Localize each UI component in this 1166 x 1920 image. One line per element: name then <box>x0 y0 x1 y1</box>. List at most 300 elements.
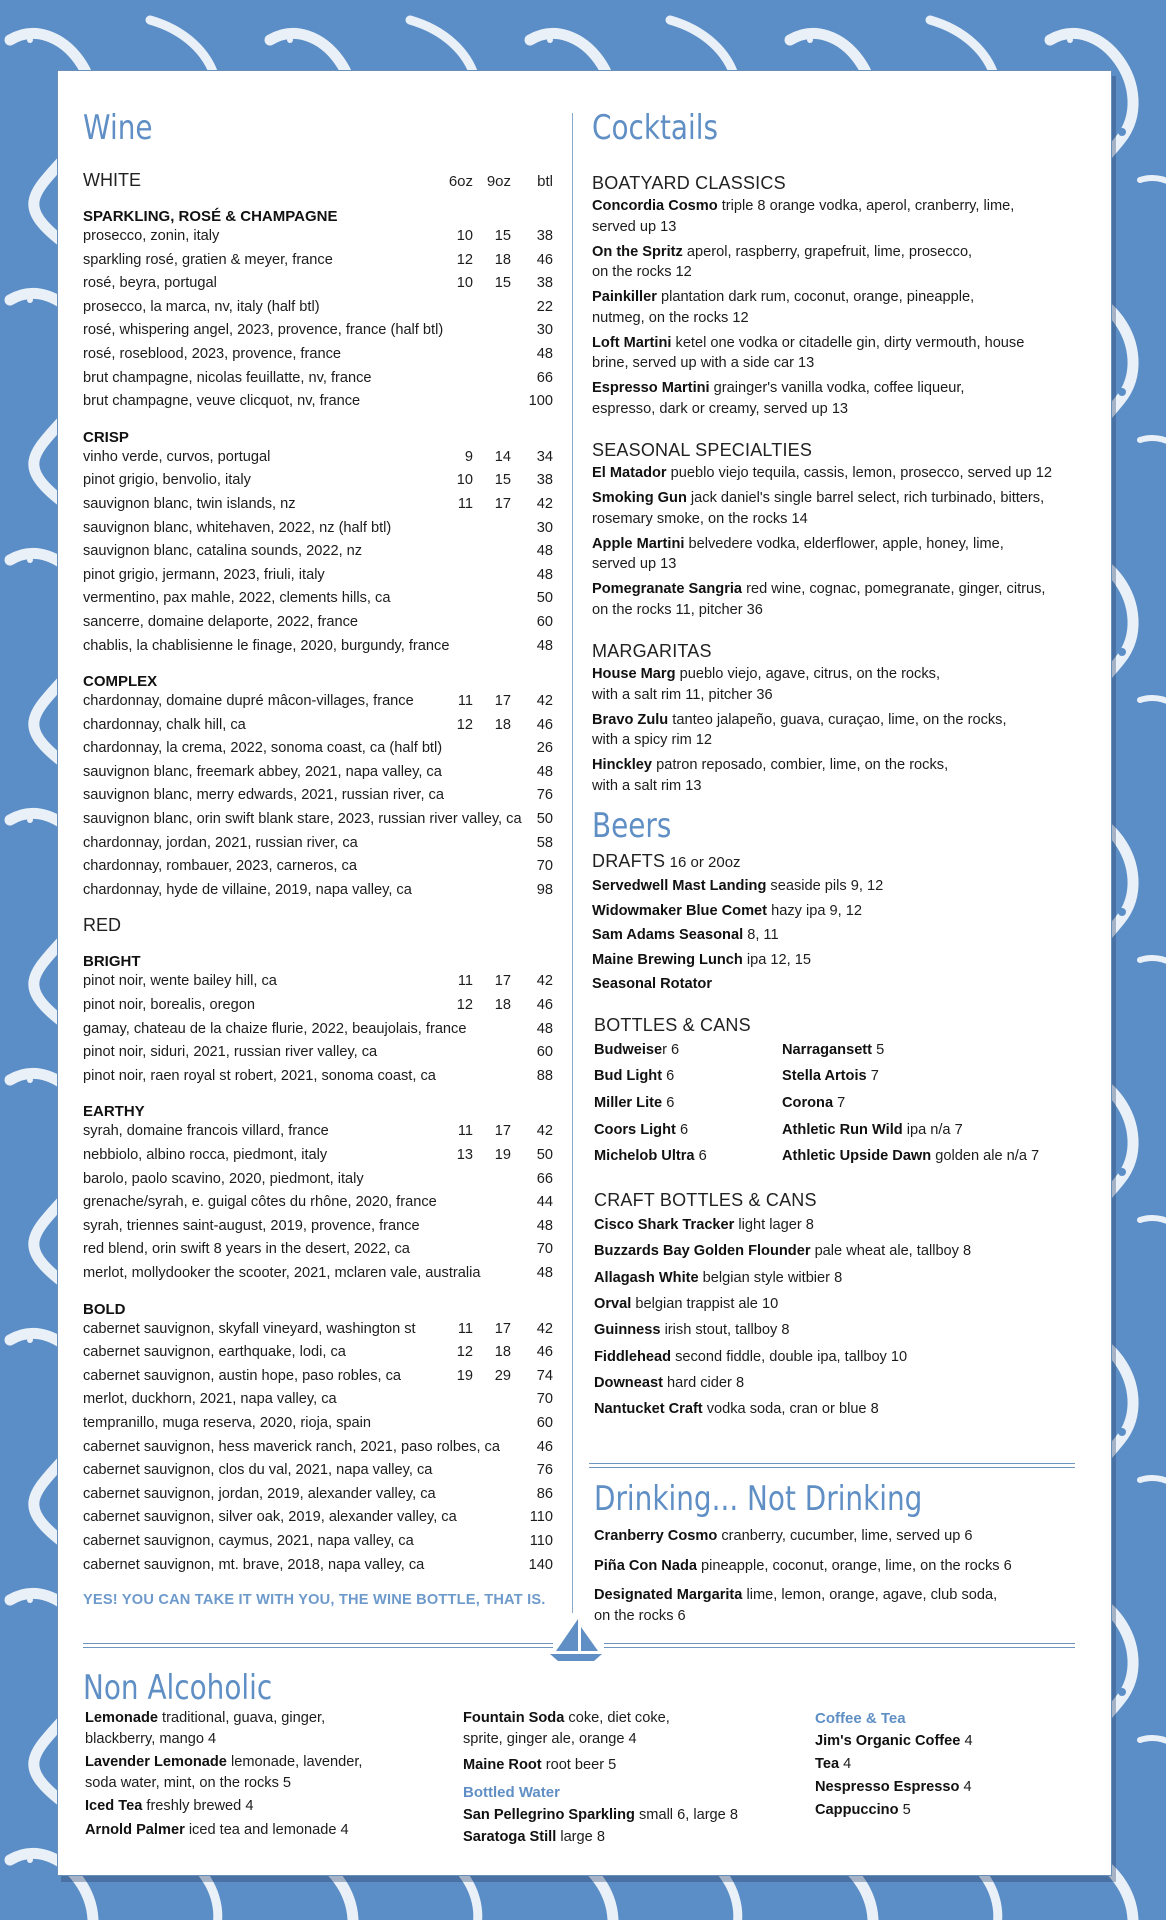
wine-name: rosé, roseblood, 2023, provence, france <box>83 345 341 362</box>
wine-name: vinho verde, curvos, portugal <box>83 448 271 465</box>
price-bottle: 42 <box>536 1123 553 1140</box>
item-name: Apple Martini <box>592 535 685 552</box>
wine-item <box>83 567 553 591</box>
cocktail-sections <box>592 170 1092 796</box>
white-categories <box>83 205 553 905</box>
wine-item <box>83 811 553 835</box>
cocktail-group <box>592 437 1092 620</box>
wine-item <box>83 1241 553 1265</box>
item-description: 6 <box>666 1068 675 1085</box>
item-description: lime, lemon, orange, agave, club soda, <box>746 1587 998 1603</box>
drafts-list <box>592 874 1092 997</box>
price-9oz: 15 <box>494 228 511 244</box>
item-description: tanteo jalapeño, guava, curaçao, lime, on the rocks, <box>672 711 1007 728</box>
item-description: 7 <box>870 1068 879 1085</box>
item-name: Downeast <box>594 1374 663 1391</box>
price-bottle: 38 <box>536 472 553 489</box>
price-bottle: 48 <box>536 345 553 362</box>
item-name: Athletic Upside Dawn <box>782 1148 932 1165</box>
wine-name: grenache/syrah, e. guigal côtes du rhône, 2020, france <box>83 1194 437 1211</box>
craft-item <box>594 1291 1092 1317</box>
bottled-water-list <box>463 1804 793 1849</box>
item-description: 6 <box>698 1148 707 1165</box>
price-6oz: 10 <box>456 275 473 292</box>
wine-name: sauvignon blanc, catalina sounds, 2022, nz <box>83 543 363 560</box>
price-9oz: 15 <box>494 472 511 489</box>
craft-item <box>594 1396 1092 1422</box>
wine-item <box>83 299 553 323</box>
wine-item <box>83 1194 553 1218</box>
item-description: r 6 <box>662 1041 680 1058</box>
item-name: Cranberry Cosmo <box>594 1528 718 1544</box>
price-bottle: 70 <box>536 858 553 875</box>
price-9oz: 17 <box>494 1123 511 1140</box>
price-6oz: 11 <box>457 973 473 990</box>
item-description: 7 <box>837 1094 846 1111</box>
wine-name: pinot grigio, jermann, 2023, friuli, italy <box>83 566 325 583</box>
price-bottle: 48 <box>536 1020 554 1037</box>
wine-category-label: CRISP <box>83 428 129 446</box>
item-name: San Pellegrino Sparkling <box>463 1806 635 1823</box>
wine-name: syrah, triennes saint-august, 2019, provence, france <box>83 1217 420 1234</box>
item-name: Michelob Ultra <box>594 1148 695 1165</box>
price-9oz: 17 <box>494 1320 511 1337</box>
item-description: 4 <box>843 1756 852 1772</box>
item-description: aperol, raspberry, grapefruit, lime, prosecco, <box>686 243 973 260</box>
wine-item <box>83 1557 553 1581</box>
item-description-cont: served up 13 <box>592 556 677 572</box>
price-bottle: 48 <box>536 637 553 654</box>
wine-name: sauvignon blanc, freemark abbey, 2021, napa valley, ca <box>83 763 442 780</box>
price-6oz: 12 <box>456 1344 473 1361</box>
coffee-tea-item <box>815 1799 1095 1822</box>
wine-category-label: EARTHY <box>83 1103 145 1121</box>
item-description: plantation dark rum, coconut, orange, pineapple, <box>660 289 975 305</box>
price-bottle: 98 <box>536 881 553 898</box>
craft-item <box>594 1344 1092 1370</box>
price-9oz: 18 <box>494 251 511 268</box>
item-description: light lager 8 <box>738 1217 814 1234</box>
price-6oz: 13 <box>456 1147 473 1163</box>
item-description-cont: espresso, dark or creamy, served up 13 <box>592 400 849 417</box>
craft-item <box>594 1370 1092 1396</box>
item-name: Orval <box>594 1295 632 1312</box>
wine-item <box>83 1218 553 1242</box>
price-bottle: 60 <box>536 613 553 630</box>
bottled-water-item <box>463 1804 793 1827</box>
item-description-cont: blackberry, mango 4 <box>85 1730 217 1747</box>
price-9oz: 18 <box>494 997 511 1014</box>
price-bottle: 46 <box>536 251 553 268</box>
price-bottle: 86 <box>536 1485 553 1502</box>
bottom-divider-right <box>604 1643 1075 1648</box>
price-9oz: 19 <box>494 1147 511 1163</box>
bottles-left-column <box>594 1037 782 1171</box>
cocktails-title: Cocktails <box>592 108 719 148</box>
item-description: belgian trappist ale 10 <box>635 1295 779 1312</box>
bottom-divider-left <box>83 1643 553 1648</box>
price-bottle: 70 <box>536 1391 553 1408</box>
item-description: seaside pils 9, 12 <box>770 878 884 894</box>
item-name: Coors Light <box>594 1121 676 1138</box>
price-6oz: 10 <box>456 228 473 244</box>
wine-item <box>83 1509 553 1533</box>
price-bottle: 26 <box>536 740 553 757</box>
wine-item <box>83 1147 553 1171</box>
wine-name: chardonnay, domaine dupré mâcon-villages, france <box>83 693 414 710</box>
cocktail-group-label: MARGARITAS <box>592 641 712 661</box>
item-name: Nantucket Craft <box>594 1401 703 1418</box>
item-description-cont: soda water, mint, on the rocks 5 <box>85 1774 292 1791</box>
price-bottle: 48 <box>536 1264 553 1281</box>
cocktail-group <box>592 170 1092 419</box>
soda-list <box>463 1708 793 1776</box>
cocktail-item <box>592 488 1092 529</box>
price-bottle: 140 <box>528 1556 553 1573</box>
non-alcoholic-title: Non Alcoholic <box>83 1668 273 1708</box>
wine-name: chardonnay, jordan, 2021, russian river, ca <box>83 834 358 851</box>
item-description: 5 <box>876 1041 885 1058</box>
cocktail-item <box>592 463 1092 484</box>
wine-item <box>83 543 553 567</box>
bottle-item <box>782 1063 1039 1090</box>
item-name: Seasonal Rotator <box>592 976 713 992</box>
price-bottle: 38 <box>536 275 553 292</box>
item-description-cont: on the rocks 6 <box>594 1607 686 1624</box>
item-description: 6 <box>666 1094 675 1111</box>
item-name: Guinness <box>594 1322 661 1339</box>
craft-list <box>592 1212 1092 1422</box>
wine-item <box>83 1344 553 1368</box>
sailboat-icon <box>548 1617 604 1665</box>
non-alcoholic-item <box>85 1752 415 1793</box>
item-name: Miller Lite <box>594 1094 663 1111</box>
wine-name: sauvignon blanc, orin swift blank stare, 2023, russian river valley, ca <box>83 811 522 828</box>
item-description: belvedere vodka, elderflower, apple, honey, lime, <box>688 535 1004 552</box>
price-bottle: 48 <box>536 763 553 780</box>
col-6oz: 6oz <box>448 173 473 190</box>
coffee-tea-label: Coffee & Tea <box>815 1710 906 1727</box>
price-bottle: 66 <box>536 1170 553 1187</box>
item-description-cont: with a salt rim 11, pitcher 36 <box>592 686 773 703</box>
item-name: Espresso Martini <box>592 380 710 396</box>
item-name: Athletic Run Wild <box>782 1121 903 1138</box>
item-description-cont: brine, served up with a side car 13 <box>592 355 815 371</box>
price-bottle: 46 <box>536 1344 553 1361</box>
item-description-cont: on the rocks 12 <box>592 264 692 280</box>
price-9oz: 17 <box>494 973 511 990</box>
coffee-tea-list <box>815 1730 1095 1822</box>
item-description: ketel one vodka or citadelle gin, dirty vermouth, house <box>675 334 1025 351</box>
drafts-note: 16 or 20oz <box>669 854 741 871</box>
item-description-cont: with a salt rim 13 <box>592 777 702 794</box>
wine-item <box>83 322 553 346</box>
price-bottle: 48 <box>536 543 553 560</box>
item-description-cont: rosemary smoke, on the rocks 14 <box>592 510 808 527</box>
wine-name: sauvignon blanc, twin islands, nz <box>83 495 296 512</box>
wine-item <box>83 1415 553 1439</box>
wine-item <box>83 764 553 788</box>
wine-item <box>83 252 553 276</box>
drinking-items <box>594 1526 1094 1626</box>
price-6oz: 19 <box>456 1367 473 1384</box>
wine-item <box>83 1439 553 1463</box>
wine-item <box>83 1068 553 1092</box>
non-alcoholic-item <box>85 1708 415 1749</box>
item-name: Arnold Palmer <box>85 1821 185 1838</box>
cocktail-item <box>592 534 1092 575</box>
item-name: Saratoga Still <box>463 1829 557 1845</box>
wine-item <box>83 393 553 417</box>
craft-item <box>594 1317 1092 1343</box>
wine-name: cabernet sauvignon, silver oak, 2019, alexander valley, ca <box>83 1509 457 1526</box>
item-name: Cisco Shark Tracker <box>594 1217 735 1234</box>
wine-item <box>83 275 553 299</box>
item-name: Nespresso Espresso <box>815 1779 960 1795</box>
item-description: pineapple, coconut, orange, lime, on the rocks 6 <box>701 1557 1012 1574</box>
cocktail-item <box>592 579 1092 620</box>
wine-item <box>83 693 553 717</box>
wine-item <box>83 1321 553 1345</box>
item-description: patron reposado, combier, lime, on the rocks, <box>656 757 949 773</box>
item-description: large 8 <box>560 1829 605 1845</box>
wine-item <box>83 1368 553 1392</box>
item-name: Narragansett <box>782 1041 873 1058</box>
white-label: WHITE <box>83 170 141 190</box>
wine-item <box>83 787 553 811</box>
price-bottle: 42 <box>536 973 553 990</box>
wine-name: merlot, duckhorn, 2021, napa valley, ca <box>83 1391 337 1408</box>
bottles-label: BOTTLES & CANS <box>594 1014 751 1035</box>
item-description: 5 <box>902 1802 911 1818</box>
bottle-item <box>594 1117 782 1144</box>
price-6oz: 12 <box>456 997 473 1014</box>
coffee-tea-item <box>815 1730 1095 1753</box>
item-description: iced tea and lemonade 4 <box>188 1821 349 1838</box>
red-label: RED <box>83 915 122 936</box>
item-description: irish stout, tallboy 8 <box>664 1322 790 1339</box>
cocktail-group-label: SEASONAL SPECIALTIES <box>592 440 813 460</box>
bottle-item <box>594 1063 782 1090</box>
wine-name: brut champagne, nicolas feuillatte, nv, france <box>83 369 372 386</box>
price-9oz: 29 <box>494 1367 511 1384</box>
cocktail-item <box>592 710 1092 751</box>
wine-category-label: BOLD <box>83 1300 126 1318</box>
price-bottle: 44 <box>536 1194 553 1211</box>
price-bottle: 42 <box>536 495 553 512</box>
wine-name: cabernet sauvignon, hess maverick ranch, 2021, paso rolbes, ca <box>83 1438 500 1455</box>
bottle-item <box>782 1143 1039 1170</box>
coffee-tea-item <box>815 1776 1095 1799</box>
wine-item <box>83 370 553 394</box>
item-description: ipa 12, 15 <box>746 951 811 968</box>
draft-item <box>592 874 1092 899</box>
wine-name: tempranillo, muga reserva, 2020, rioja, spain <box>83 1414 371 1431</box>
item-description: jack daniel's single barrel select, rich turbinado, bitters, <box>690 490 1045 506</box>
price-bottle: 42 <box>536 1320 553 1337</box>
price-6oz: 11 <box>457 1320 473 1337</box>
price-9oz: 18 <box>494 716 511 733</box>
cocktail-group <box>592 638 1092 796</box>
bottled-water-label: Bottled Water <box>463 1783 560 1801</box>
item-description: 8, 11 <box>747 927 779 943</box>
craft-item <box>594 1212 1092 1238</box>
wine-name: sauvignon blanc, merry edwards, 2021, russian river, ca <box>83 787 444 804</box>
item-name: Jim's Organic Coffee <box>815 1733 961 1749</box>
bottles-right-column <box>782 1037 1039 1171</box>
bottle-item <box>782 1117 1039 1144</box>
craft-label: CRAFT BOTTLES & CANS <box>594 1190 817 1211</box>
bottle-item <box>594 1037 782 1064</box>
price-bottle: 46 <box>536 1438 553 1455</box>
price-bottle: 76 <box>536 1462 553 1479</box>
cocktail-list <box>592 196 1092 419</box>
price-bottle: 60 <box>536 1044 553 1061</box>
wine-item <box>83 1533 553 1557</box>
wine-item <box>83 638 553 662</box>
wine-item <box>83 882 553 906</box>
wine-item <box>83 1486 553 1510</box>
wine-name: cabernet sauvignon, caymus, 2021, napa valley, ca <box>83 1532 414 1549</box>
item-description: pale wheat ale, tallboy 8 <box>814 1243 972 1260</box>
item-description: red wine, cognac, pomegranate, ginger, citrus, <box>746 581 1046 597</box>
price-9oz: 18 <box>494 1344 511 1361</box>
item-name: House Marg <box>592 666 676 682</box>
wine-name: cabernet sauvignon, jordan, 2019, alexander valley, ca <box>83 1485 436 1502</box>
wine-item <box>83 1021 553 1045</box>
item-description: cranberry, cucumber, lime, served up 6 <box>721 1528 973 1544</box>
non-alcoholic-item <box>463 1708 793 1749</box>
item-description: traditional, guava, ginger, <box>162 1710 326 1726</box>
wine-item <box>83 449 553 473</box>
wine-item <box>83 997 553 1021</box>
item-name: Cappuccino <box>815 1802 899 1818</box>
beers-title: Beers <box>592 806 672 846</box>
mocktail-item <box>594 1526 1094 1547</box>
price-bottle: 22 <box>536 298 553 315</box>
price-bottle: 60 <box>536 1414 553 1431</box>
wine-name: chardonnay, rombauer, 2023, carneros, ca <box>83 858 357 875</box>
wine-section <box>83 100 553 1608</box>
craft-item <box>594 1265 1092 1291</box>
wine-item <box>83 858 553 882</box>
wine-category-label: COMPLEX <box>83 673 158 691</box>
cocktail-item <box>592 378 1092 419</box>
cocktail-item <box>592 333 1092 374</box>
item-name: Buzzards Bay Golden Flounder <box>594 1243 811 1260</box>
price-bottle: 76 <box>536 787 553 804</box>
wine-item <box>83 740 553 764</box>
item-name: Hinckley <box>592 757 653 773</box>
draft-item <box>592 972 1092 997</box>
cocktail-item <box>592 196 1092 237</box>
wine-name: sancerre, domaine delaporte, 2022, france <box>83 613 359 630</box>
item-description: 6 <box>679 1121 689 1138</box>
item-name: Corona <box>782 1094 834 1111</box>
price-bottle: 34 <box>536 448 553 465</box>
price-6oz: 9 <box>464 448 473 465</box>
item-description: vodka soda, cran or blue 8 <box>706 1401 879 1418</box>
item-name: Maine Brewing Lunch <box>592 951 743 968</box>
item-description-cont: on the rocks 11, pitcher 36 <box>592 601 763 618</box>
wine-name: barolo, paolo scavino, 2020, piedmont, italy <box>83 1170 364 1187</box>
price-6oz: 11 <box>457 1123 473 1140</box>
item-name: Servedwell Mast Landing <box>592 878 767 894</box>
item-description: ipa n/a 7 <box>906 1121 963 1138</box>
item-description: lemonade, lavender, <box>231 1754 363 1770</box>
item-name: Maine Root <box>463 1757 542 1773</box>
item-name: Smoking Gun <box>592 490 687 506</box>
item-name: Iced Tea <box>85 1798 143 1814</box>
item-name: Sam Adams Seasonal <box>592 927 744 943</box>
price-bottle: 48 <box>536 566 553 583</box>
price-bottle: 100 <box>528 393 553 410</box>
wine-item <box>83 496 553 520</box>
item-name: Stella Artois <box>782 1068 867 1085</box>
item-name: Widowmaker Blue Comet <box>592 902 768 919</box>
item-name: Lemonade <box>85 1710 158 1726</box>
drafts-header <box>592 848 1092 874</box>
drafts-label: DRAFTS <box>592 851 666 871</box>
col-btl: btl <box>537 173 553 190</box>
coffee-tea-item <box>815 1753 1095 1776</box>
wine-item <box>83 472 553 496</box>
item-description-cont: nutmeg, on the rocks 12 <box>592 309 749 326</box>
drinking-title: Drinking... Not Drinking <box>594 1479 923 1519</box>
price-bottle: 46 <box>536 997 553 1014</box>
bottles-grid <box>592 1037 1092 1171</box>
wine-name: rosé, whispering angel, 2023, provence, france (half btl) <box>83 322 444 339</box>
wine-item <box>83 520 553 544</box>
wine-name: chardonnay, la crema, 2022, sonoma coast, ca (half btl) <box>83 740 443 757</box>
wine-name: gamay, chateau de la chaize flurie, 2022, beaujolais, france <box>83 1020 467 1037</box>
price-6oz: 11 <box>457 495 473 512</box>
item-name: On the Spritz <box>592 243 683 260</box>
draft-item <box>592 899 1092 924</box>
drinking-divider <box>589 1463 1075 1468</box>
wine-name: pinot noir, wente bailey hill, ca <box>83 973 277 990</box>
non-alcoholic-item <box>463 1755 793 1776</box>
bottle-item <box>594 1090 782 1117</box>
price-6oz: 12 <box>456 251 473 268</box>
item-name: Painkiller <box>592 289 657 305</box>
cocktails-section <box>592 100 1092 1422</box>
item-name: Lavender Lemonade <box>85 1754 227 1770</box>
craft-item <box>594 1238 1092 1264</box>
item-description: belgian style witbier 8 <box>702 1269 843 1286</box>
wine-item <box>83 1044 553 1068</box>
wine-name: chablis, la chablisienne le finage, 2020, burgundy, france <box>83 637 450 654</box>
wine-name: cabernet sauvignon, mt. brave, 2018, napa valley, ca <box>83 1556 425 1573</box>
item-name: Budweise <box>594 1041 663 1058</box>
wine-name: prosecco, la marca, nv, italy (half btl) <box>83 298 320 315</box>
wine-name: cabernet sauvignon, clos du val, 2021, napa valley, ca <box>83 1462 433 1479</box>
price-bottle: 50 <box>536 1147 553 1163</box>
item-name: Pomegranate Sangria <box>592 581 743 597</box>
cocktail-group-label: BOATYARD CLASSICS <box>592 173 786 193</box>
wine-item <box>83 717 553 741</box>
wine-item <box>83 1123 553 1147</box>
price-9oz: 17 <box>494 495 511 512</box>
item-name: Bud Light <box>594 1068 663 1085</box>
item-name: Piña Con Nada <box>594 1557 697 1574</box>
price-6oz: 12 <box>456 716 473 733</box>
item-name: Loft Martini <box>592 334 672 351</box>
price-9oz: 17 <box>494 693 511 710</box>
price-9oz: 15 <box>494 275 511 292</box>
price-bottle: 30 <box>536 322 553 339</box>
non-alcoholic-column-1 <box>85 1708 415 1843</box>
